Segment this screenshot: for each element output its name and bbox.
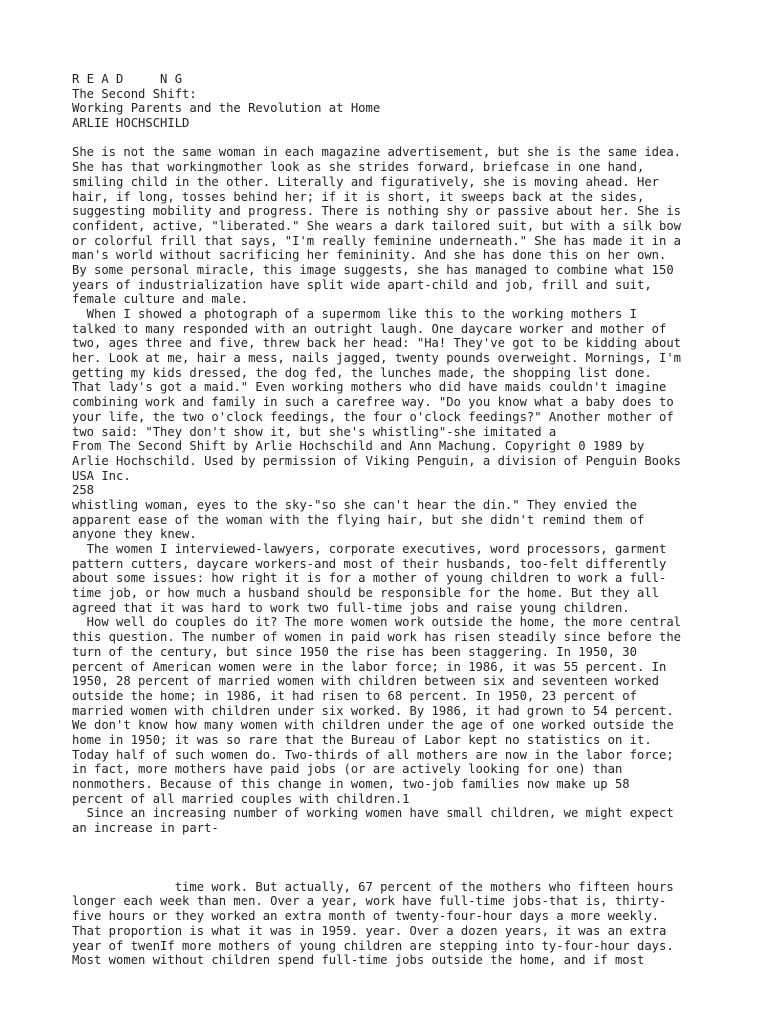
text-line: nonmothers. Because of this change in women, two-job families now make up 58	[72, 777, 630, 791]
text-line: 1950, 28 percent of married women with children between six and seventeen worked	[72, 674, 659, 689]
text-line: confident, active, "liberated." She wears a dark tailored suit, but with a silk bow	[72, 218, 682, 233]
text-line: Since an increasing number of working women have small children, we might expect	[72, 806, 674, 821]
text-line: your life, the two o'clock feedings, the four o'clock feedings?" Another mother of	[72, 409, 674, 424]
title-line-2: Working Parents and the Revolution at Home	[72, 101, 381, 116]
text-line: her. Look at me, hair a mess, nails jagged, twenty pounds overweight. Mornings, I'm	[72, 351, 682, 366]
text-line: By some personal miracle, this image suggests, she has managed to combine what 150	[72, 262, 674, 277]
text-line: From The Second Shift by Arlie Hochschild and Ann Machung. Copyright 0 1989 by	[72, 439, 645, 454]
text-line: She has that workingmother look as she strides forward, briefcase in one hand,	[72, 160, 645, 175]
text-line: turn of the century, but since 1950 the rise has been staggering. In 1950, 30	[72, 644, 637, 659]
document-page	[72, 72, 712, 968]
text-line: talked to many responded with an outright laugh. One daycare worker and mother of	[72, 321, 667, 336]
text-line: an increase in part-	[72, 821, 219, 836]
text-line: home in 1950; it was so rare that the Bureau of Labor kept no statistics on it.	[72, 732, 652, 747]
text-line: longer each week than men. Over a year, work have full-time jobs-that is, thirty-	[72, 894, 667, 909]
author-name: ARLIE HOCHSCHILD	[72, 116, 190, 131]
header-spacer	[72, 131, 712, 146]
body-text-block-2	[72, 880, 712, 968]
text-line: five hours or they worked an extra month of twenty-four-hour days a more weekly.	[72, 909, 659, 924]
text-line: percent of all married couples with children.1	[72, 791, 410, 806]
text-line: in fact, more mothers have paid jobs (or are actively looking for one) than	[72, 762, 623, 777]
text-line: hair, if long, tosses behind her; if it is short, it sweeps back at the sides,	[72, 189, 645, 204]
text-line: That lady's got a maid." Even working mothers who did have maids couldn't imagine	[72, 380, 667, 395]
text-line: two, ages three and five, threw back her head: "Ha! They've got to be kidding about	[72, 336, 682, 351]
text-line: agreed that it was hard to work two full-time jobs and raise young children.	[72, 600, 630, 615]
text-line: We don't know how many women with children under the age of one worked outside the	[72, 718, 674, 733]
text-line: years of industrialization have split wide apart-child and job, frill and suit,	[72, 277, 652, 292]
text-line: whistling woman, eyes to the sky-"so she can't hear the din." They envied the	[72, 497, 637, 512]
text-line: The women I interviewed-lawyers, corporate executives, word processors, garment	[72, 542, 667, 556]
text-line: How well do couples do it? The more women work outside the home, the more central	[72, 615, 682, 630]
text-line: USA Inc.	[72, 468, 131, 483]
text-line: about some issues: how right it is for a mother of young children to work a full-	[72, 571, 667, 586]
text-line: She is not the same woman in each magazine advertisement, but she is the same idea.	[72, 145, 682, 160]
text-line: Today half of such women do. Two-thirds of all mothers are now in the labor force;	[72, 747, 674, 762]
text-line: smiling child in the other. Literally and figuratively, she is moving ahead. Her	[72, 174, 659, 189]
text-line: That proportion is what it was in 1959. year. Over a dozen years, it was an extra	[72, 923, 667, 938]
text-line: man's world without sacrificing her femininity. And she has done this on her own.	[72, 248, 667, 263]
text-line: Arlie Hochschild. Used by permission of Viking Penguin, a division of Penguin Books	[72, 453, 682, 468]
text-line: When I showed a photograph of a supermom like this to the working mothers I	[72, 307, 637, 321]
text-line: apparent ease of the woman with the flying hair, but she didn't remind them of	[72, 512, 645, 527]
text-line: female culture and male.	[72, 292, 249, 307]
text-line: time job, or how much a husband should be responsible for the home. But they all	[72, 586, 659, 601]
text-line: outside the home; in 1986, it had risen to 68 percent. In 1950, 23 percent of	[72, 688, 637, 703]
text-line: year of twenIf more mothers of young children are stepping into ty-four-hour days.	[72, 938, 674, 953]
text-line: married women with children under six worked. By 1986, it had grown to 54 percent.	[72, 703, 674, 718]
text-line: two said: "They don't show it, but she's whistling"-she imitated a	[72, 424, 557, 439]
text-line: suggesting mobility and progress. There is nothing shy or passive about her. She is	[72, 204, 682, 219]
body-text-block-1	[72, 145, 712, 835]
block-spacer	[72, 836, 712, 880]
text-line: time work. But actually, 67 percent of the mothers who fifteen hours	[72, 879, 674, 894]
text-line: pattern cutters, daycare workers-and most of their husbands, too-felt differently	[72, 556, 667, 571]
text-line: or colorful frill that says, "I'm really feminine underneath." She has made it in a	[72, 233, 682, 248]
section-label: R E A D N G	[72, 72, 183, 86]
text-line: getting my kids dressed, the dog fed, the lunches made, the shopping list done.	[72, 365, 652, 380]
text-line: combining work and family in such a carefree way. "Do you know what a baby does to	[72, 395, 674, 410]
text-line: percent of American women were in the labor force; in 1986, it was 55 percent. In	[72, 659, 667, 674]
text-line: 258	[72, 483, 95, 498]
text-line: anyone they knew.	[72, 527, 197, 542]
text-line: this question. The number of women in paid work has risen steadily since before the	[72, 630, 682, 645]
text-line: Most women without children spend full-time jobs outside the home, and if most	[72, 953, 645, 968]
title-line-1: The Second Shift:	[72, 86, 197, 101]
